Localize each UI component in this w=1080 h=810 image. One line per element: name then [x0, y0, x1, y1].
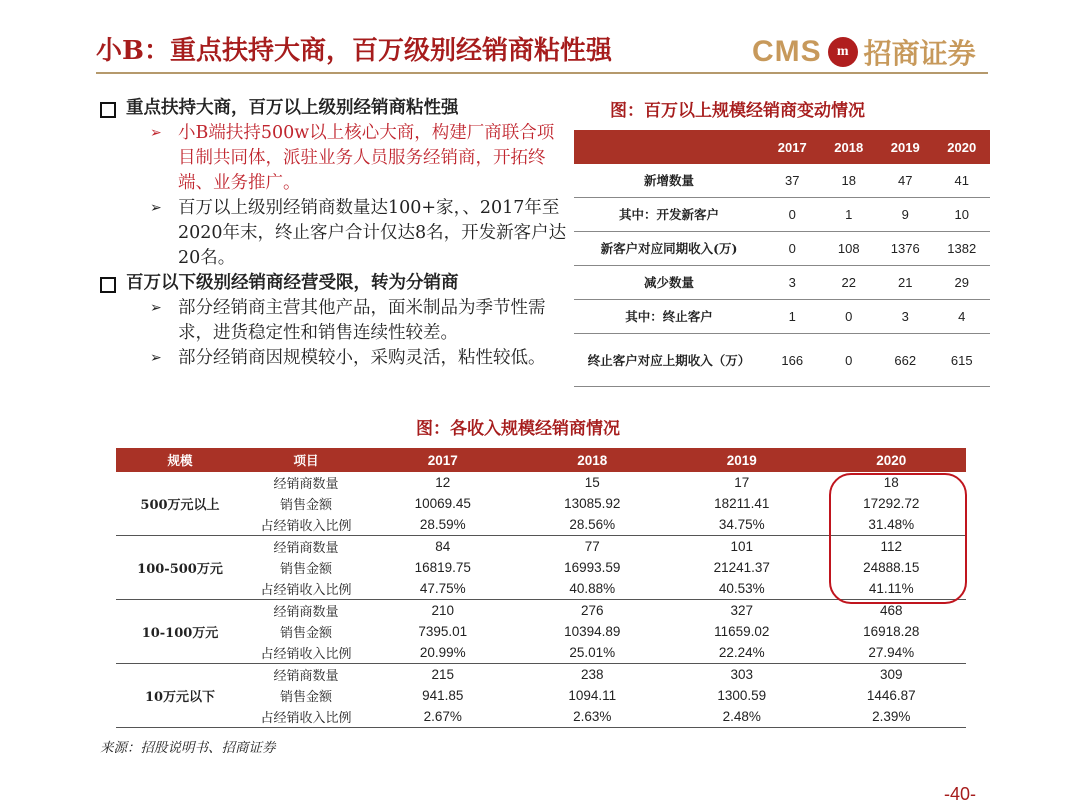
- header-cell: [574, 130, 764, 164]
- item-label: 销售金额: [279, 562, 332, 577]
- table-cell: 47.75%: [368, 578, 518, 600]
- logo-badge-icon: m: [828, 37, 858, 67]
- table-header-row: [574, 130, 990, 164]
- table-cell: 7395.01: [418, 624, 468, 639]
- table-cell: 1300.59: [717, 688, 767, 703]
- header-cell: 2017: [764, 130, 821, 164]
- bullet-text: 百万以上级别经销商数量达100+家，、2017年至2020年末，终止客户合计仅达8名，开发新客户达20名。: [178, 198, 567, 268]
- table-cell: 20.99%: [368, 642, 518, 664]
- table-cell: 12: [435, 475, 451, 490]
- bullet-level1: [100, 271, 570, 296]
- table-cell: 0: [821, 300, 878, 334]
- table-cell: 13085.92: [564, 496, 621, 511]
- large-dealer-change-table: [574, 130, 990, 387]
- table-cell: 47: [877, 164, 934, 198]
- header-cell: 2018: [518, 448, 668, 472]
- table-cell: 615: [934, 334, 991, 387]
- bullet-text: 部分经销商因规模较小，采购灵活，粘性较低。: [178, 348, 546, 368]
- header-cell: 2017: [368, 448, 518, 472]
- table-cell: 2.48%: [667, 706, 817, 728]
- table-cell: 16918.28: [863, 624, 920, 639]
- table-cell: 34.75%: [667, 514, 817, 536]
- table-cell: 40.88%: [518, 578, 668, 600]
- title-divider: [96, 72, 988, 74]
- table2-caption: 图：各收入规模经销商情况: [416, 419, 620, 439]
- table-cell: 101: [730, 539, 754, 554]
- header-cell: 规模: [116, 448, 244, 472]
- bullet-list: [100, 96, 570, 371]
- table-cell: 1094.11: [568, 688, 617, 703]
- table-row: [116, 706, 966, 728]
- table-row: [574, 300, 990, 334]
- table-cell: 16819.75: [414, 560, 471, 575]
- table-cell: 303: [730, 667, 754, 682]
- table-cell: 15: [584, 475, 600, 490]
- table-cell: 21241.37: [713, 560, 770, 575]
- table-cell: 0: [764, 198, 821, 232]
- table-cell: 18: [821, 164, 878, 198]
- table-cell: 215: [431, 667, 455, 682]
- table-cell: 1: [764, 300, 821, 334]
- bullet-text: 小B端扶持500w以上核心大商，构建厂商联合项目制共同体，派驻业务人员服务经销商，开拓终端、业务推广。: [178, 123, 555, 193]
- table-cell: 25.01%: [518, 642, 668, 664]
- table-cell: 77: [584, 539, 600, 554]
- table-cell: 27.94%: [817, 642, 967, 664]
- table-row: [574, 334, 990, 387]
- table-row: [574, 164, 990, 198]
- table-cell: 24888.15: [863, 560, 920, 575]
- table-cell: 9: [877, 198, 934, 232]
- table-cell: 941.85: [422, 688, 464, 703]
- table1-caption: 图：百万以上规模经销商变动情况: [610, 101, 865, 121]
- table-cell: 22.24%: [667, 642, 817, 664]
- page-number: -40-: [944, 784, 977, 804]
- table-cell: 210: [431, 603, 455, 618]
- arrow-bullet-icon: ➢: [150, 200, 162, 216]
- row-label: 新客户对应同期收入(万): [574, 232, 764, 266]
- bullet-level2: [150, 296, 570, 346]
- row-label: 减少数量: [574, 266, 764, 300]
- table-cell: 4: [934, 300, 991, 334]
- slide-title: 小B：重点扶持大商，百万级别经销商粘性强: [96, 36, 612, 66]
- table-cell: 41: [934, 164, 991, 198]
- table-cell: 41.11%: [817, 578, 967, 600]
- header-cell: 项目: [244, 448, 368, 472]
- table-cell: 10394.89: [564, 624, 621, 639]
- table-cell: 10: [934, 198, 991, 232]
- table-row: [116, 685, 966, 706]
- table-cell: 662: [877, 334, 934, 387]
- checkbox-square-icon: [100, 277, 116, 293]
- table-cell: 28.59%: [368, 514, 518, 536]
- scale-label: 100-500万元: [116, 536, 244, 600]
- item-label: 销售金额: [279, 690, 332, 705]
- table-cell: 10069.45: [414, 496, 471, 511]
- table-cell: 1376: [877, 232, 934, 266]
- table-cell: 309: [879, 667, 903, 682]
- table-cell: 22: [821, 266, 878, 300]
- table-cell: 3: [764, 266, 821, 300]
- table-cell: 2.39%: [817, 706, 967, 728]
- table-cell: 29: [934, 266, 991, 300]
- table-cell: 2.67%: [368, 706, 518, 728]
- table-cell: 0: [764, 232, 821, 266]
- scale-label: 10-100万元: [116, 600, 244, 664]
- highlight-circle: [829, 473, 967, 604]
- checkbox-square-icon: [100, 102, 116, 118]
- table-cell: 166: [764, 334, 821, 387]
- table-cell: 11659.02: [714, 624, 770, 639]
- table-row: [574, 232, 990, 266]
- table-cell: 21: [877, 266, 934, 300]
- item-label: 销售金额: [279, 626, 332, 641]
- row-label: 其中：开发新客户: [574, 198, 764, 232]
- item-label: 占经销收入比例: [244, 514, 368, 536]
- table-cell: 17292.72: [863, 496, 920, 511]
- table-cell: 327: [730, 603, 754, 618]
- item-label: 经销商数量: [273, 477, 339, 492]
- row-label: 其中：终止客户: [574, 300, 764, 334]
- arrow-bullet-icon: ➢: [150, 125, 162, 141]
- table-cell: 16993.59: [564, 560, 621, 575]
- table-cell: 1446.87: [866, 688, 916, 703]
- source-note: 来源：招股说明书、招商证券: [100, 740, 276, 756]
- table-row: [116, 642, 966, 664]
- table-cell: 31.48%: [817, 514, 967, 536]
- table-row: [116, 664, 966, 686]
- table-cell: 0: [821, 334, 878, 387]
- table-cell: 18211.41: [714, 496, 770, 511]
- table-cell: 2.63%: [518, 706, 668, 728]
- table-cell: 108: [821, 232, 878, 266]
- item-label: 占经销收入比例: [244, 706, 368, 728]
- item-label: 经销商数量: [273, 541, 339, 556]
- brand-logo: [752, 32, 976, 72]
- table-cell: 37: [764, 164, 821, 198]
- table-cell: 18: [883, 475, 899, 490]
- table-row: [116, 600, 966, 622]
- arrow-bullet-icon: ➢: [150, 350, 162, 366]
- row-label: 终止客户对应上期收入（万）: [574, 334, 764, 387]
- arrow-bullet-icon: ➢: [150, 300, 162, 316]
- header-cell: 2018: [821, 130, 878, 164]
- bullet-level2: [150, 346, 570, 371]
- table-cell: 3: [877, 300, 934, 334]
- table-cell: 276: [580, 603, 604, 618]
- table-row: [574, 266, 990, 300]
- logo-cms: CMS: [752, 35, 822, 68]
- scale-label: 500万元以上: [116, 472, 244, 536]
- item-label: 经销商数量: [273, 605, 339, 620]
- header-cell: 2019: [877, 130, 934, 164]
- table-cell: 17: [734, 475, 750, 490]
- bullet-level2: [150, 196, 570, 271]
- table-cell: 1: [821, 198, 878, 232]
- scale-label: 10万元以下: [116, 664, 244, 728]
- header-cell: 2020: [934, 130, 991, 164]
- table-row: [116, 621, 966, 642]
- table-header-row: [116, 448, 966, 472]
- bullet-text: 重点扶持大商，百万以上级别经销商粘性强: [126, 98, 459, 118]
- bullet-text: 百万以下级别经销商经营受限，转为分销商: [126, 273, 459, 293]
- logo-name: 招商证券: [863, 37, 976, 70]
- header-cell: 2019: [667, 448, 817, 472]
- item-label: 销售金额: [279, 498, 332, 513]
- table-row: [574, 198, 990, 232]
- table-cell: 112: [880, 539, 903, 554]
- bullet-text: 部分经销商主营其他产品，面米制品为季节性需求，进货稳定性和销售连续性较差。: [178, 298, 546, 343]
- bullet-level2: [150, 121, 570, 196]
- table-cell: 40.53%: [667, 578, 817, 600]
- item-label: 占经销收入比例: [244, 578, 368, 600]
- bullet-level1: [100, 96, 570, 121]
- table-cell: 238: [580, 667, 604, 682]
- header-cell: 2020: [817, 448, 967, 472]
- item-label: 占经销收入比例: [244, 642, 368, 664]
- item-label: 经销商数量: [273, 669, 339, 684]
- table-cell: 1382: [934, 232, 991, 266]
- row-label: 新增数量: [574, 164, 764, 198]
- table-cell: 28.56%: [518, 514, 668, 536]
- table-cell: 84: [435, 539, 451, 554]
- table-cell: 468: [879, 603, 903, 618]
